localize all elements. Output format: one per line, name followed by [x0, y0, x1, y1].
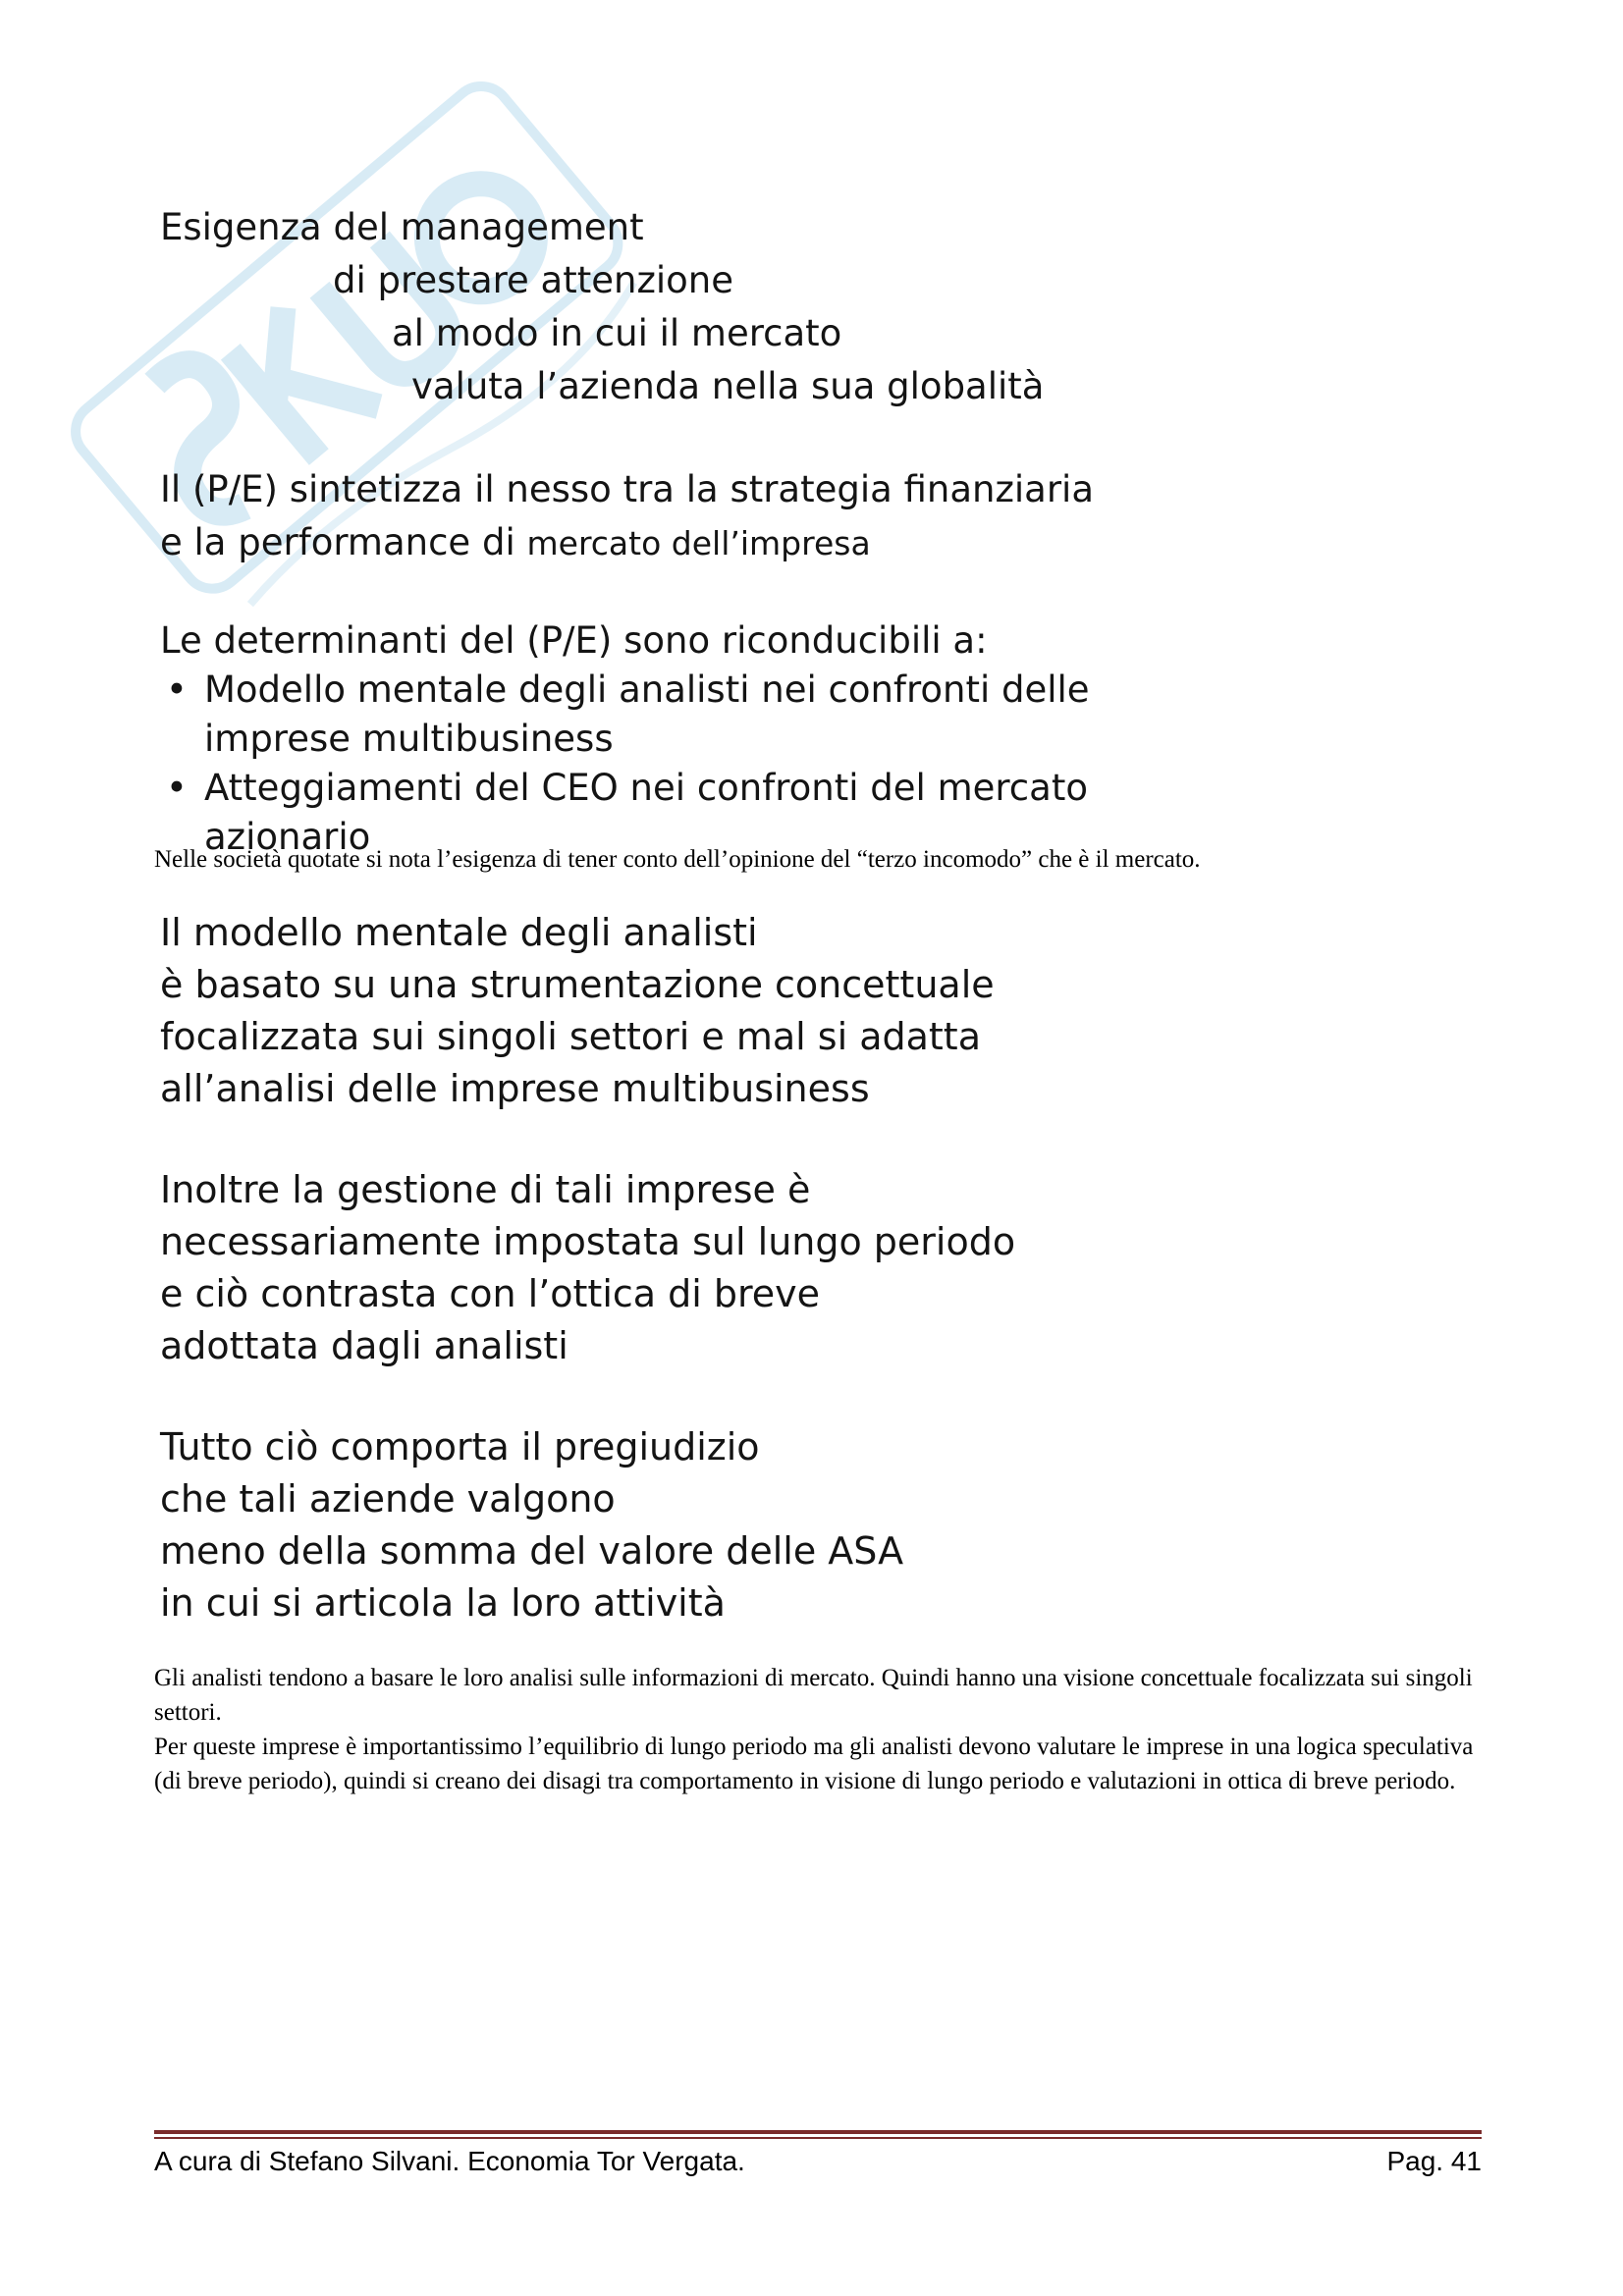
- slide2-line-2a: e la performance di: [160, 521, 527, 563]
- slide1-line-1: Esigenza del management: [160, 206, 644, 248]
- page-number: Pag. 41: [1386, 2146, 1482, 2176]
- slide4-p1-line: focalizzata sui singoli settori e mal si adatta: [160, 1015, 981, 1058]
- slide4-p1-line: all’analisi delle imprese multibusiness: [160, 1067, 870, 1110]
- list-item: [160, 666, 1216, 764]
- slide4-p2-line: e ciò contrasta con l’ottica di breve: [160, 1272, 821, 1315]
- slide4-p3-line: in cui si articola la loro attività: [160, 1581, 726, 1625]
- slide1-line-4: valuta l’azienda nella sua globalità: [411, 365, 1045, 407]
- slide1-line-3: al modo in cui il mercato: [392, 312, 842, 354]
- slide4-p1-line: Il modello mentale degli analisti: [160, 911, 758, 954]
- determinants-list: [160, 666, 1216, 862]
- slide4-p3-line: Tutto ciò comporta il pregiudizio: [160, 1425, 760, 1468]
- slide2-line-2b: mercato dell’impresa: [526, 524, 871, 562]
- determinant-text: Modello mentale degli analisti nei confronti delle imprese multibusiness: [204, 668, 1090, 760]
- slide-management-need: [160, 201, 1044, 413]
- note2-paragraph-1: Gli analisti tendono a basare le loro analisi sulle informazioni di mercato. Quindi hanno una visione concettuale focalizzata sui singoli settori.: [154, 1665, 1473, 1726]
- footer-divider: [154, 2130, 1482, 2139]
- slide4-p2-line: necessariamente impostata sul lungo periodo: [160, 1220, 1016, 1263]
- slide-pe-synthesis: [160, 463, 1094, 570]
- slide4-p3-line: meno della somma del valore delle ASA: [160, 1529, 904, 1573]
- bullet-icon: •: [166, 767, 188, 809]
- slide-analyst-model: [160, 907, 1015, 1629]
- slide4-p2-line: adottata dagli analisti: [160, 1324, 568, 1367]
- slide-pe-determinants: [160, 616, 1216, 862]
- note-analysts-explanation: [154, 1661, 1480, 1798]
- slide4-p1-line: è basato su una strumentazione concettuale: [160, 963, 995, 1006]
- note2-paragraph-2: Per queste imprese è importantissimo l’equilibrio di lungo periodo ma gli analisti devono valutare le imprese in una logica speculativa (di breve periodo), quindi si creano dei disagi tra comportamento in visione di lungo periodo e valutazioni in ottica di breve periodo.: [154, 1734, 1474, 1794]
- slide2-line-2: [160, 516, 1094, 570]
- slide4-p3-line: che tali aziende valgono: [160, 1477, 616, 1521]
- slide3-intro: Le determinanti del (P/E) sono riconducibili a:: [160, 619, 988, 662]
- slide1-line-2: di prestare attenzione: [333, 259, 734, 301]
- footer-author: A cura di Stefano Silvani. Economia Tor Vergata.: [154, 2146, 745, 2176]
- note-terzo-incomodo: Nelle società quotate si nota l’esigenza di tener conto dell’opinione del “terzo incomodo” che è il mercato.: [154, 846, 1201, 873]
- slide4-p2-line: Inoltre la gestione di tali imprese è: [160, 1168, 811, 1211]
- slide2-line-1: Il (P/E) sintetizza il nesso tra la strategia finanziaria: [160, 468, 1094, 510]
- slide4-paragraph-2: [160, 1164, 1015, 1372]
- slide4-paragraph-3: [160, 1421, 1015, 1629]
- slide4-paragraph-1: [160, 907, 1015, 1115]
- bullet-icon: •: [166, 668, 188, 711]
- determinant-text: Atteggiamenti del CEO nei confronti del mercato azionario: [204, 767, 1088, 858]
